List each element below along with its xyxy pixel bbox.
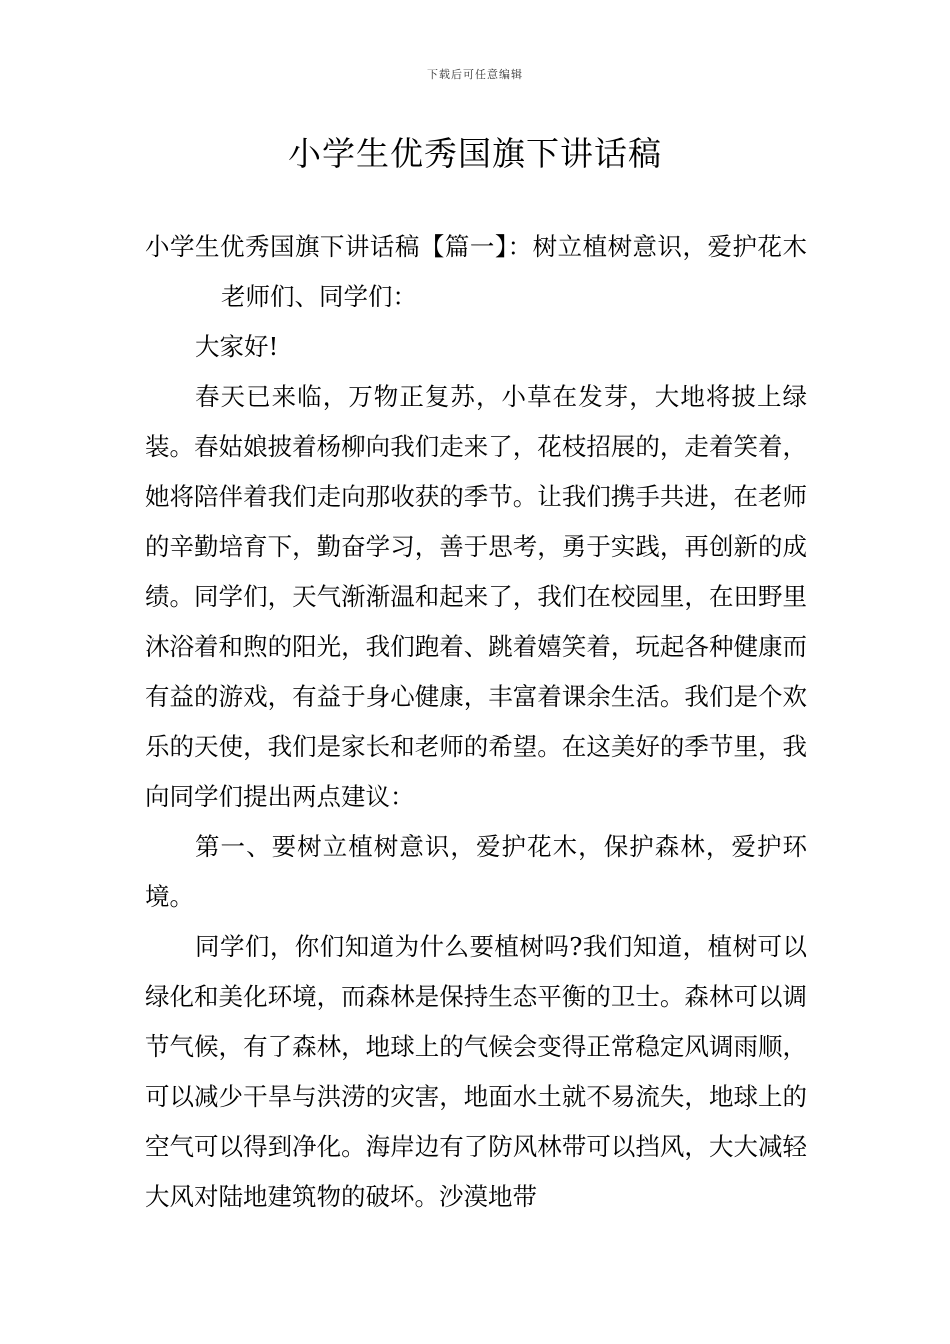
header-note: 下载后可任意编辑 <box>427 68 523 81</box>
paragraph-greeting: 大家好! <box>195 332 279 361</box>
heading-line <box>145 222 807 322</box>
paragraph-spring: 春天已来临，万物正复苏，小草在发芽，大地将披上绿装。春姑娘披着杨柳向我们走来了，花枝招展的，走着笑着，她将陪伴着我们走向那收获的季节。让我们携手共进，在老师的辛勤培育下，勤奋学习，善于思考，勇于实践，再创新的成绩。同学们，天气渐渐温和起来了，我们在校园里，在田野里沐浴着和煦的阳光，我们跑着、跳着嬉笑着，玩起各种健康而有益的游戏，有益于身心健康，丰富着课余生活。我们是个欢乐的天使，我们是家长和老师的希望。在这美好的季节里，我向同学们提出两点建议： <box>145 382 807 811</box>
document-body <box>145 222 807 1222</box>
document-title: 小学生优秀国旗下讲话稿 <box>288 134 662 173</box>
paragraph-why-plant: 同学们，你们知道为什么要植树吗?我们知道，植树可以绿化和美化环境，而森林是保持生态平衡的卫士。森林可以调节气候，有了森林，地球上的气候会变得正常稳定风调雨顺，可以减少干旱与洪涝的灾害，地面水土就不易流失，地球上的空气可以得到净化。海岸边有了防风林带可以挡风，大大减轻大风对陆地建筑物的破坏。沙漠地带 <box>145 932 807 1211</box>
paragraph-suggestion-one: 第一、要树立植树意识，爱护花木，保护森林，爱护环境。 <box>145 832 807 911</box>
heading-line-part1: 小学生优秀国旗下讲话稿【篇一】：树立植树意识，爱护花木 <box>145 232 807 261</box>
heading-line-part2: 老师们、同学们： <box>221 282 417 311</box>
